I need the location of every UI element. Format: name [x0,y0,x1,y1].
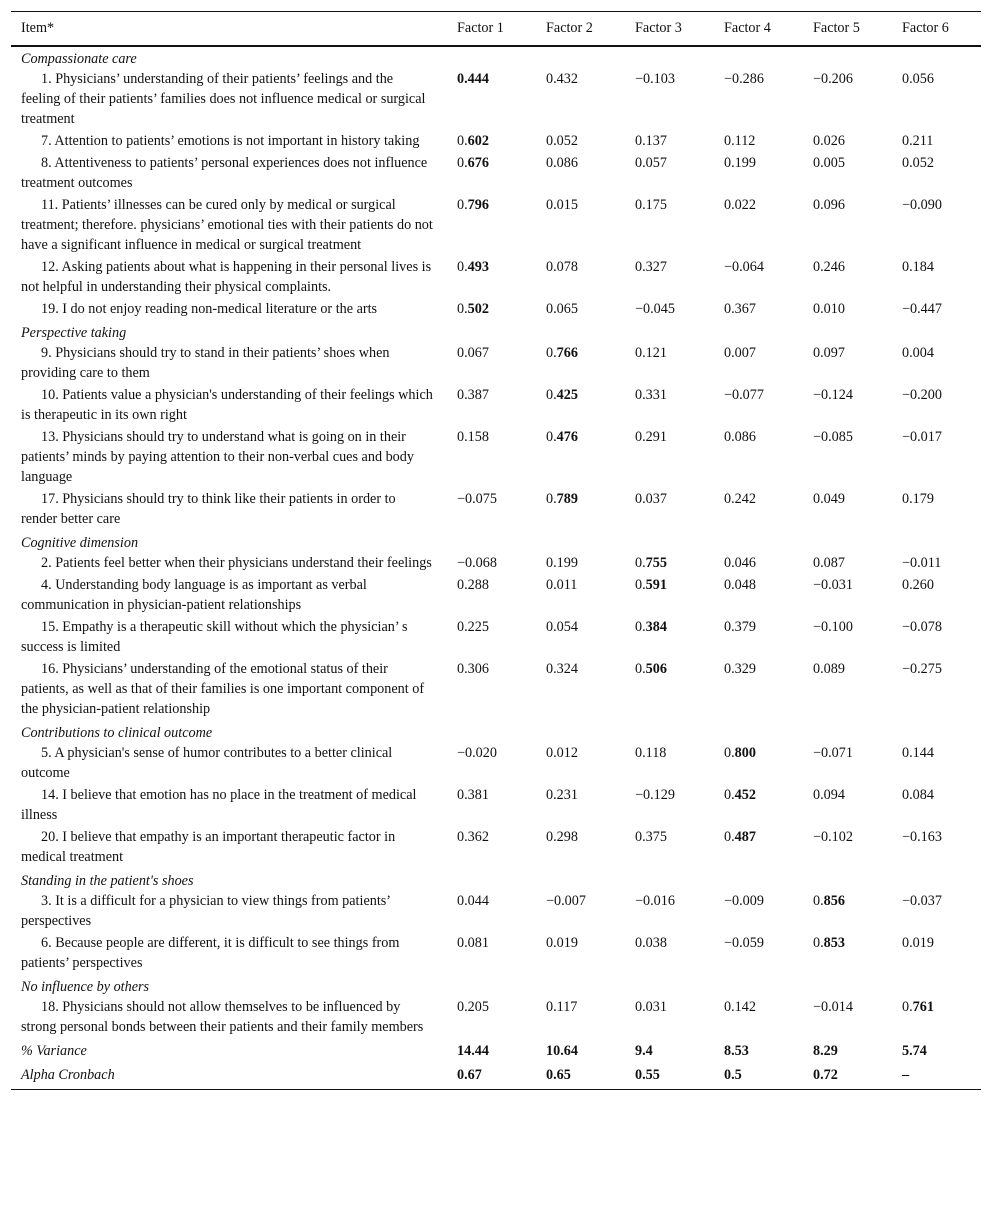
loading-factor-5: −0.206 [813,71,853,87]
loading-factor-4: 0.452 [724,787,756,803]
factor-loadings-table-container [11,11,981,1090]
item-text: 16. Physicians’ understanding of the emotional status of their patients, as well as that of their families is one important component of the physician-patient relationship [21,661,425,717]
summary-value-factor-6: – [902,1067,910,1083]
table-row [11,195,981,257]
item-text: 12. Asking patients about what is happening in their personal lives is not helpful in understanding their physical complaints. [21,259,432,295]
loading-factor-5: −0.031 [813,577,853,593]
loading-factor-2: 0.324 [546,661,578,677]
loading-factor-1 [447,69,536,131]
primary-loading: 761 [912,999,934,1015]
loading-factor-2: 0.086 [546,155,578,171]
loading-factor-3: 0.037 [635,491,667,507]
section-row [11,46,981,69]
loading-factor-4: −0.077 [724,387,764,403]
primary-loading: 766 [556,345,578,361]
loading-factor-4: 0.379 [724,619,756,635]
loading-factor-4: −0.286 [724,71,764,87]
section-row [11,721,981,743]
loading-factor-4: 0.367 [724,301,756,317]
factor-loadings-table [11,11,981,1090]
loading-factor-5: 0.246 [813,259,845,275]
loading-factor-2: 0.078 [546,259,578,275]
loading-factor-3: 0.031 [635,999,667,1015]
loading-factor-6: 0.260 [902,577,934,593]
loading-factor-1: 0.381 [457,787,489,803]
table-row [11,933,981,975]
loading-factor-6: −0.163 [902,829,942,845]
primary-loading: 452 [734,787,756,803]
loading-factor-1: 0.502 [457,301,489,317]
loading-factor-5: 0.096 [813,197,845,213]
loading-factor-2: 0.117 [546,999,578,1015]
loading-factor-4: 0.242 [724,491,756,507]
section-title: Compassionate care [21,51,137,67]
primary-loading: 487 [734,829,756,845]
primary-loading: 602 [467,133,489,149]
primary-loading: 506 [645,661,667,677]
loading-factor-5: 0.089 [813,661,845,677]
item-text: 7. Attention to patients’ emotions is not important in history taking [41,133,420,149]
primary-loading: 676 [467,155,489,171]
loading-factor-1: 0.205 [457,999,489,1015]
item-text: 3. It is a difficult for a physician to view things from patients’ perspectives [21,893,390,929]
section-title: Standing in the patient's shoes [21,873,194,889]
loading-factor-2: 0.298 [546,829,578,845]
loading-factor-2: 0.011 [546,577,578,593]
loading-factor-4: 0.007 [724,345,756,361]
loading-factor-6: 0.761 [902,999,934,1015]
loading-factor-6: −0.090 [902,197,942,213]
primary-loading: 755 [645,555,667,571]
loading-factor-5: −0.102 [813,829,853,845]
header-factor-5: Factor 5 [813,20,860,36]
primary-loading: 384 [645,619,667,635]
loading-factor-6: 0.004 [902,345,934,361]
header-factor-6: Factor 6 [902,20,949,36]
section-title: Perspective taking [21,325,127,341]
summary-value-factor-3: 9.4 [635,1043,653,1059]
header-factor-1: Factor 1 [457,20,504,36]
summary-value-factor-2: 10.64 [546,1043,578,1059]
item-text: 20. I believe that empathy is an important therapeutic factor in medical treatment [21,829,396,865]
loading-factor-2: −0.007 [546,893,586,909]
summary-value-factor-5: 8.29 [813,1043,838,1059]
item-text: 10. Patients value a physician's understanding of their feelings which is therapeutic in its own right [21,387,433,423]
loading-factor-2: 0.054 [546,619,578,635]
item-text: 9. Physicians should try to stand in their patients’ shoes when providing care to them [21,345,390,381]
primary-loading: 425 [556,387,578,403]
item-text: 8. Attentiveness to patients’ personal experiences does not influence treatment outcomes [21,155,428,191]
loading-factor-5: −0.100 [813,619,853,635]
loading-factor-5: 0.010 [813,301,845,317]
loading-factor-5: −0.124 [813,387,853,403]
summary-value-factor-4: 0.5 [724,1067,742,1083]
table-row [11,489,981,531]
item-text: 6. Because people are different, it is difficult to see things from patients’ perspectives [21,935,400,971]
loading-factor-1: 0.067 [457,345,489,361]
table-row [11,343,981,385]
loading-factor-3: −0.103 [635,71,675,87]
loading-factor-5: 0.026 [813,133,845,149]
summary-row [11,1039,981,1063]
table-body [11,46,981,1090]
loading-factor-6: −0.011 [902,555,942,571]
loading-factor-6: −0.200 [902,387,942,403]
item-text: 11. Patients’ illnesses can be cured only by medical or surgical treatment; therefore. physicians’ emotional ties with their patients do not have a significant influence in medical or surgical treatment [21,197,433,253]
loading-factor-1: 0.225 [457,619,489,635]
loading-factor-1: −0.075 [457,491,497,507]
summary-value-factor-1: 0.67 [457,1067,482,1083]
loading-factor-2: 0.432 [546,71,578,87]
loading-factor-4: 0.086 [724,429,756,445]
item-text: 19. I do not enjoy reading non-medical literature or the arts [41,301,378,317]
loading-factor-5: 0.856 [813,893,845,909]
loading-factor-2: 0.052 [546,133,578,149]
table-row [11,153,981,195]
primary-loading: 493 [467,259,489,275]
loading-factor-2: 0.015 [546,197,578,213]
section-row [11,321,981,343]
loading-factor-1: −0.020 [457,745,497,761]
loading-factor-2: 0.012 [546,745,578,761]
header-factor-3: Factor 3 [635,20,682,36]
table-header [11,12,981,47]
section-row [11,869,981,891]
loading-factor-3: 0.591 [635,577,667,593]
loading-factor-3: 0.175 [635,197,667,213]
item-text: 2. Patients feel better when their physicians understand their feelings [41,555,432,571]
loading-factor-1: 0.387 [457,387,489,403]
loading-factor-1: 0.288 [457,577,489,593]
loading-factor-4: 0.046 [724,555,756,571]
loading-factor-6: −0.275 [902,661,942,677]
summary-label: Alpha Cronbach [21,1067,115,1083]
primary-loading: 0.444 [457,71,489,87]
loading-factor-3: 0.506 [635,661,667,677]
loading-factor-3: −0.016 [635,893,675,909]
loading-factor-3: 0.331 [635,387,667,403]
loading-factor-3: 0.121 [635,345,667,361]
loading-factor-3: 0.384 [635,619,667,635]
primary-loading: 591 [645,577,667,593]
loading-factor-6: 0.084 [902,787,934,803]
loading-factor-2: 0.231 [546,787,578,803]
loading-factor-5: −0.085 [813,429,853,445]
loading-factor-5: 0.097 [813,345,845,361]
item-text: 4. Understanding body language is as important as verbal communication in physician-patient relationships [21,577,367,613]
loading-factor-4: 0.022 [724,197,756,213]
loading-factor-1: 0.602 [457,133,489,149]
loading-factor-5: 0.087 [813,555,845,571]
loading-factor-3: 0.118 [635,745,667,761]
loading-factor-5: 0.853 [813,935,845,951]
section-title: Cognitive dimension [21,535,139,551]
table-row [11,131,981,153]
loading-factor-3: 0.057 [635,155,667,171]
loading-factor-1: 0.796 [457,197,489,213]
loading-factor-4: 0.329 [724,661,756,677]
loading-factor-5: 0.049 [813,491,845,507]
table-row [11,427,981,489]
table-row [11,827,981,869]
loading-factor-5: −0.014 [813,999,853,1015]
summary-value-factor-6: 5.74 [902,1043,927,1059]
table-row [11,785,981,827]
loading-factor-5: 0.094 [813,787,845,803]
loading-factor-5: −0.071 [813,745,853,761]
table-row [11,575,981,617]
table-row [11,659,981,721]
section-row [11,531,981,553]
loading-factor-3: 0.038 [635,935,667,951]
table-row [11,553,981,575]
loading-factor-3: 0.755 [635,555,667,571]
loading-factor-2: 0.476 [546,429,578,445]
loading-factor-2: 0.789 [546,491,578,507]
loading-factor-6: 0.211 [902,133,934,149]
loading-factor-6: 0.019 [902,935,934,951]
header-factor-2: Factor 2 [546,20,593,36]
table-row [11,69,981,131]
loading-factor-6: 0.179 [902,491,934,507]
loading-factor-3: −0.045 [635,301,675,317]
loading-factor-6: −0.447 [902,301,942,317]
loading-factor-4: 0.048 [724,577,756,593]
loading-factor-4: 0.112 [724,133,756,149]
loading-factor-1: 0.081 [457,935,489,951]
loading-factor-4: 0.487 [724,829,756,845]
table-row [11,257,981,299]
item-text: 5. A physician's sense of humor contributes to a better clinical outcome [21,745,393,781]
section-title: No influence by others [21,979,150,995]
loading-factor-1: 0.158 [457,429,489,445]
loading-factor-1: 0.044 [457,893,489,909]
loading-factor-4: 0.142 [724,999,756,1015]
loading-factor-1: 0.676 [457,155,489,171]
primary-loading: 502 [467,301,489,317]
table-row [11,385,981,427]
loading-factor-5: 0.005 [813,155,845,171]
loading-factor-6: −0.078 [902,619,942,635]
item-text: 1. Physicians’ understanding of their patients’ feelings and the feeling of their patients’ families does not influence medical or surgical treatment [21,71,426,127]
loading-factor-2: 0.766 [546,345,578,361]
summary-value-factor-5: 0.72 [813,1067,838,1083]
section-row [11,975,981,997]
table-row [11,997,981,1039]
loading-factor-6: 0.052 [902,155,934,171]
loading-factor-3: 0.137 [635,133,667,149]
primary-loading: 476 [556,429,578,445]
item-text: 15. Empathy is a therapeutic skill without which the physician’ s success is limited [21,619,408,655]
primary-loading: 853 [823,935,845,951]
loading-factor-6: −0.017 [902,429,942,445]
item-text: 18. Physicians should not allow themselves to be influenced by strong personal bonds between their patients and their family members [21,999,424,1035]
item-text: 14. I believe that emotion has no place in the treatment of medical illness [21,787,417,823]
table-row [11,743,981,785]
loading-factor-6: 0.056 [902,71,934,87]
loading-factor-4: −0.009 [724,893,764,909]
header-item: Item* [21,20,55,36]
loading-factor-3: 0.291 [635,429,667,445]
loading-factor-2: 0.425 [546,387,578,403]
loading-factor-6: 0.144 [902,745,934,761]
loading-factor-4: −0.064 [724,259,764,275]
header-factor-4: Factor 4 [724,20,771,36]
summary-label: % Variance [21,1043,87,1059]
table-row [11,299,981,321]
section-title: Contributions to clinical outcome [21,725,213,741]
loading-factor-4: 0.199 [724,155,756,171]
summary-value-factor-3: 0.55 [635,1067,660,1083]
summary-value-factor-1: 14.44 [457,1043,489,1059]
loading-factor-6: −0.037 [902,893,942,909]
loading-factor-1: 0.362 [457,829,489,845]
primary-loading: 856 [823,893,845,909]
primary-loading: 796 [467,197,489,213]
item-text: 13. Physicians should try to understand what is going on in their patients’ minds by paying attention to their non-verbal cues and body language [21,429,414,485]
loading-factor-6: 0.184 [902,259,934,275]
item-text: 17. Physicians should try to think like their patients in order to render better care [21,491,396,527]
loading-factor-4: 0.800 [724,745,756,761]
primary-loading: 789 [556,491,578,507]
loading-factor-3: 0.327 [635,259,667,275]
table-row [11,891,981,933]
loading-factor-4: −0.059 [724,935,764,951]
loading-factor-3: 0.375 [635,829,667,845]
loading-factor-2: 0.065 [546,301,578,317]
loading-factor-1: 0.306 [457,661,489,677]
summary-row [11,1063,981,1090]
primary-loading: 800 [734,745,756,761]
loading-factor-1: −0.068 [457,555,497,571]
loading-factor-3: −0.129 [635,787,675,803]
loading-factor-2: 0.019 [546,935,578,951]
loading-factor-1: 0.493 [457,259,489,275]
table-row [11,617,981,659]
summary-value-factor-4: 8.53 [724,1043,749,1059]
loading-factor-2: 0.199 [546,555,578,571]
summary-value-factor-2: 0.65 [546,1067,571,1083]
